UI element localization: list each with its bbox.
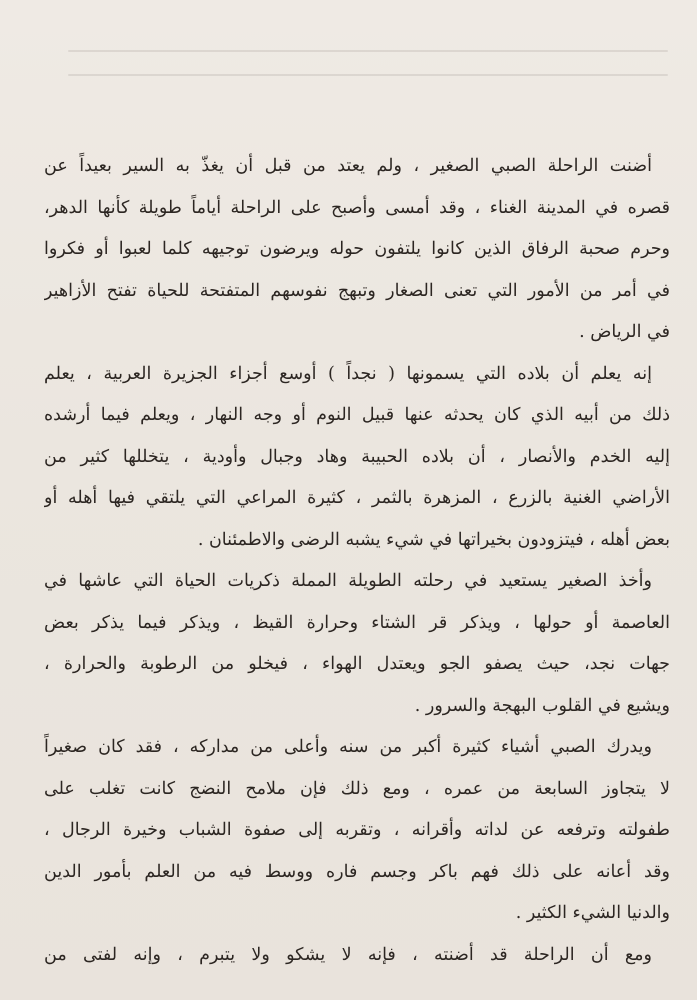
text-line: الأراضي الغنية بالزرع ، المزهرة بالثمر ، كثيرة المراعي التي يلتقي فيها أهله أو: [44, 488, 670, 508]
text-line: في الرياض .: [579, 322, 670, 342]
text-line: إنه يعلم أن بلاده التي يسمونها ( نجداً ) أوسع أجزاء الجزيرة العربية ، يعلم: [44, 363, 652, 384]
text-line: طفولته وترفعه عن لداته وأقرانه ، وتقربه إلى صفوة الشباب وخيرة الرجال ،: [44, 820, 670, 840]
text-line: قصره في المدينة الغناء ، وقد أمسى وأصبح على الراحلة أياماً طويلة كأنها الدهر،: [44, 197, 670, 218]
text-line: ويدرك الصبي أشياء كثيرة أكبر من سنه وأعلى من مداركه ، فقد كان صغيراً: [44, 737, 652, 757]
text-line: لا يتجاوز السابعة من عمره ، ومع ذلك فإن ملامح النضج كانت تغلب على: [44, 778, 670, 799]
text-line: في أمر من الأمور التي تعنى الصغار وتبهج نفوسهم المتفتحة للحياة تفتح الأزاهير: [44, 280, 670, 301]
text-line: جهات نجد، حيث يصفو الجو ويعتدل الهواء ، فيخلو من الرطوبة والحرارة ،: [44, 654, 670, 674]
text-line: ومع أن الراحلة قد أضنته ، فإنه لا يشكو ولا يتبرم ، وإنه لفتى من: [44, 944, 652, 965]
text-line: بعض أهله ، فيتزودون بخيراتها في شيء يشبه الرضى والاطمئنان .: [197, 529, 670, 550]
body-text: [44, 146, 670, 976]
paragraph: [44, 935, 670, 977]
text-line: ذلك من أبيه الذي كان يحدثه عنها قبيل النوم أو وجه النهار ، ويعلم فيما أرشده: [44, 405, 670, 425]
text-line: وحرم صحبة الرفاق الذين كانوا يلتفون حوله ويرضون توجيهه كلما لعبوا أو فكروا: [44, 239, 670, 259]
text-line: إليه الخدم والأنصار ، أن بلاده الحبيبة وهاد وجبال وأودية ، يتخللها كثير من: [44, 446, 670, 467]
paragraph: [44, 146, 670, 354]
text-line: أضنت الراحلة الصبي الصغير ، ولم يعتد من قبل أن يغذّ به السير بعيداً عن: [44, 156, 652, 176]
text-line: العاصمة أو حولها ، ويذكر قر الشتاء وحرارة القيظ ، ويذكر فيما يذكر بعض: [44, 612, 670, 633]
text-line: ويشيع في القلوب البهجة والسرور .: [414, 695, 670, 716]
text-line: والدنيا الشيء الكثير .: [515, 903, 670, 923]
text-line: وأخذ الصغير يستعيد في رحلته الطويلة المملة ذكريات الحياة التي عاشها في: [44, 571, 652, 591]
show-through-text: [8, 28, 688, 98]
text-line: وقد أعانه على ذلك فهم باكر وجسم فاره ووسط فيه من العلم بأمور الدين: [44, 861, 670, 882]
paragraph: [44, 727, 670, 935]
paragraph: [44, 354, 670, 562]
paragraph: [44, 561, 670, 727]
